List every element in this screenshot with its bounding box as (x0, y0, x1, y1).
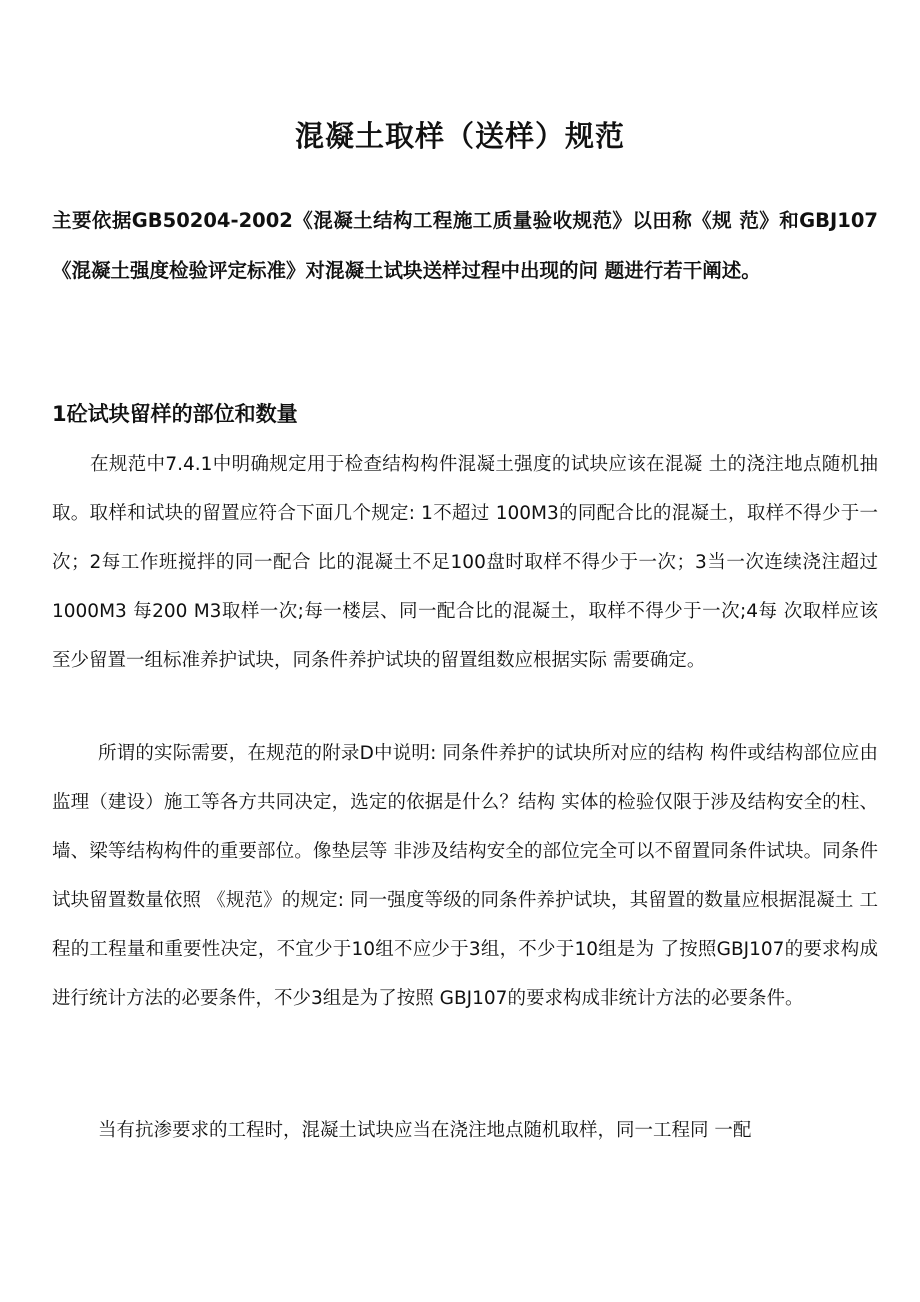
paragraph-impermeability: 当有抗渗要求的工程时，混凝土试块应当在浇注地点随机取样，同一工程同 一配 (98, 1120, 752, 1141)
section-1-heading: 1砼试块留样的部位和数量 (52, 402, 298, 426)
document-title: 混凝土取样（送样）规范 (294, 119, 625, 153)
paragraph-sampling-rules: 在规范中7.4.1中明确规定用于检查结构构件混凝土强度的试块应该在混凝 土的浇注地点随机抽取。取样和试块的留置应符合下面几个规定: 1不超过 100M3的同配合比的混凝土，取样不得少于一次；2每工作班搅拌的同一配合 比的混凝土不足100盘时取样不得少于一次；3当一次连续浇注超过1000M3 每200 M3取样一次;每一楼层、同一配合比的混凝土，取样不得少于一次;4每 次取样应该至少留置一组标准养护试块，同条件养护试块的留置组数应根据实际 需要确定。 (52, 454, 878, 671)
intro-paragraph: 主要依据GB50204-2002《混凝土结构工程施工质量验收规范》以田称《规 范》和GBJ107《混凝土强度检验评定标准》对混凝土试块送样过程中出现的问 题进行若干阐述。 (52, 209, 878, 282)
paragraph-actual-needs: 所谓的实际需要，在规范的附录D中说明: 同条件养护的试块所对应的结构 构件或结构部位应由监理（建设）施工等各方共同决定，选定的依据是什么？结构 实体的检验仅限于涉及结构安全的柱、墙、梁等结构构件的重要部位。像垫层等 非涉及结构安全的部位完全可以不留置同条件试块。同条件试块留置数量依照 《规范》的规定: 同一强度等级的同条件养护试块，其留置的数量应根据混凝土 工程的工程量和重要性决定，不宜少于10组不应少于3组，不少于10组是为 了按照GBJ107的要求构成进行统计方法的必要条件，不少3组是为了按照 GBJ107的要求构成非统计方法的必要条件。 (52, 743, 878, 1009)
